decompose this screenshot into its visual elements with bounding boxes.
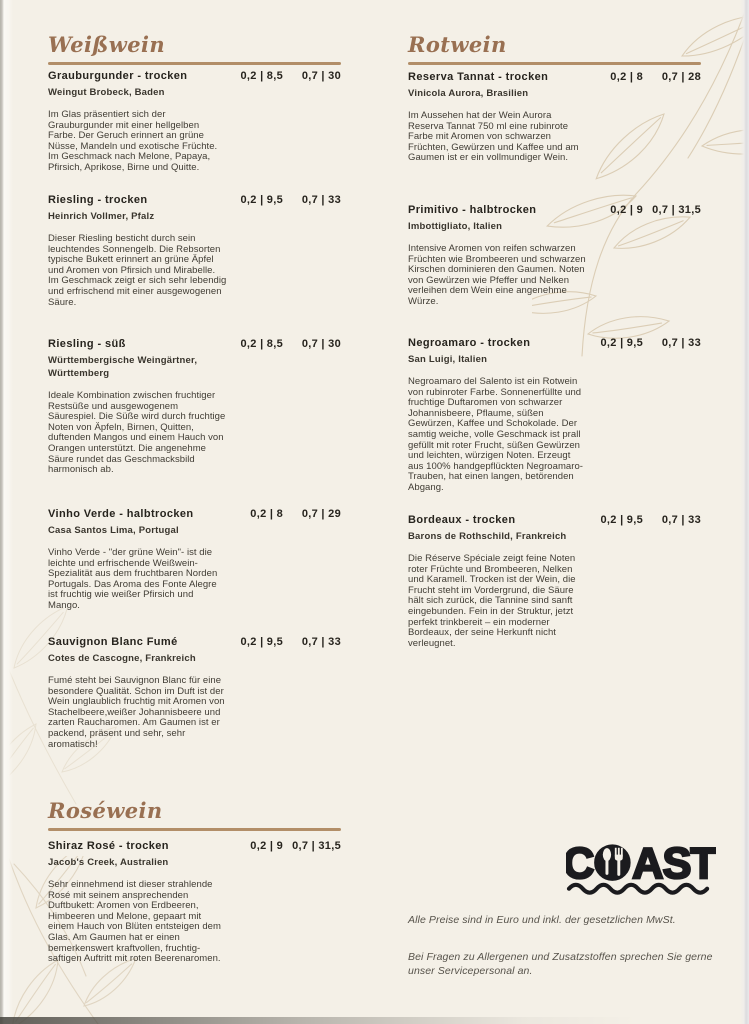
wine-producer: Cotes de Cascogne, Frankreich bbox=[48, 653, 196, 664]
prices-note: Alle Preise sind in Euro und inkl. der gesetzlichen MwSt. bbox=[408, 914, 676, 926]
wine-name: Bordeaux - trocken bbox=[408, 514, 516, 526]
section-divider bbox=[48, 828, 341, 831]
wine-price-small: 0,2 | 8 bbox=[610, 71, 643, 83]
wine-price-large: 0,7 | 33 bbox=[301, 636, 341, 648]
wine-description: Die Réserve Spéciale zeigt feine Noten roter Früchte und Brombeeren, Nelken und Karamell. Trocken ist der Wein, die Frucht steht im Vordergrund, die Säure hält sich zurück, die Tannine sind sanft eingebunden. Fein in der Struktur, jetzt perfekt trinkbereit – ein moderner Bordeaux, der seine Herkunft nicht verleugnet. bbox=[408, 553, 576, 649]
wine-description: Fumé steht bei Sauvignon Blanc für eine besondere Qualität. Schon im Duft ist der Wein unglaublich fruchtig mit Aromen von Stachelbeere,weißer Johannisbeere und zarten Raucharomen. Am Gaumen ist er packend, präsent und sehr, sehr aromatisch! bbox=[48, 675, 225, 750]
section-header-weisswein bbox=[48, 32, 341, 65]
wine-producer: Casa Santos Lima, Portugal bbox=[48, 525, 179, 536]
page-edge-bottom bbox=[0, 1017, 749, 1024]
allergen-note: Bei Fragen zu Allergenen und Zusatzstoffen sprechen Sie gerne unser Servicepersonal an. bbox=[408, 951, 713, 977]
wine-producer: Württembergische Weingärtner, Württemberg bbox=[48, 355, 198, 379]
wine-description: Negroamaro del Salento ist ein Rotwein von rubinroter Farbe. Sonnenerfüllte und fruchtige Duftaromen von schwarzer Johannisbeere, Pflaume, süßen Gewürzen, Kaffee und Schokolade. Der samtig weiche, volle Geschmack ist prall gefüllt mit roter Frucht, süßen Gewürzen und leichten, würzigen Noten. Erzeugt aus 100% handgepflückten Negroamaro-Trauben, hat einen langen, betörenden Abgang. bbox=[408, 376, 584, 493]
wine-price-small: 0,2 | 9 bbox=[610, 204, 643, 216]
wine-description: Vinho Verde - "der grüne Wein"- ist die leichte und erfrischende Weißwein-Spezialität aus dem fruchtbaren Norden Portugals. Das Aroma des Fonte Alegre ist fruchtig wie weißer Pfirsich und Mango. bbox=[48, 547, 218, 611]
wine-entry-riesling-suess bbox=[48, 338, 341, 476]
wine-producer: Weingut Brobeck, Baden bbox=[48, 87, 165, 98]
wine-entry-sauvignon-blanc bbox=[48, 636, 341, 750]
section-title: Roséwein bbox=[48, 798, 163, 823]
wine-producer: Vinicola Aurora, Brasilien bbox=[408, 88, 529, 99]
page-edge-right bbox=[740, 0, 749, 1024]
logo-letter-c: C bbox=[566, 839, 595, 888]
wine-name: Reserva Tannat - trocken bbox=[408, 71, 549, 83]
column-left bbox=[48, 0, 341, 1024]
wine-price-small: 0,2 | 9 bbox=[250, 840, 283, 852]
wine-price-large: 0,7 | 29 bbox=[301, 508, 341, 520]
wine-entry-negroamaro bbox=[408, 337, 701, 494]
wine-name: Negroamaro - trocken bbox=[408, 337, 531, 349]
wine-producer: Barons de Rothschild, Frankreich bbox=[408, 531, 567, 542]
wine-price-large: 0,7 | 31,5 bbox=[652, 204, 701, 216]
wine-entry-vinho-verde bbox=[48, 508, 341, 612]
page-edge-left bbox=[0, 0, 13, 1024]
wine-price-small: 0,2 | 9,5 bbox=[600, 337, 643, 349]
logo-o-circle bbox=[595, 845, 631, 881]
section-title: Rotwein bbox=[408, 32, 507, 57]
wine-name: Riesling - trocken bbox=[48, 194, 148, 206]
wine-entry-riesling-trocken bbox=[48, 194, 341, 308]
wine-price-small: 0,2 | 9,5 bbox=[240, 636, 283, 648]
wine-price-large: 0,7 | 28 bbox=[661, 71, 701, 83]
wine-price-small: 0,2 | 9,5 bbox=[240, 194, 283, 206]
wine-name: Primitivo - halbtrocken bbox=[408, 204, 537, 216]
wine-price-small: 0,2 | 8 bbox=[250, 508, 283, 520]
wine-producer: Jacob's Creek, Australien bbox=[48, 857, 169, 868]
wine-description: Ideale Kombination zwischen fruchtiger Restsüße und ausgewogenem Säurespiel. Die Süße wird durch fruchtige Noten von Äpfeln, Birnen, Quitten, duftenden Mangos und einem Hauch von Orangen unterstützt. Die angenehme Säure rundet das Geschmacksbild harmonisch ab. bbox=[48, 390, 226, 476]
wine-entry-primitivo bbox=[408, 204, 701, 308]
wine-price-small: 0,2 | 9,5 bbox=[600, 514, 643, 526]
wine-price-large: 0,7 | 33 bbox=[661, 514, 701, 526]
wine-description: Im Glas präsentiert sich der Grauburgunder mit einer hellgelben Farbe. Der Geruch erinnert an grüne Nüsse, Mandeln und exotische Früchte. Im Geschmack nach Melone, Papaya, Pfirsich, Aprikose, Birne und Quitte. bbox=[48, 109, 218, 173]
wine-price-large: 0,7 | 30 bbox=[301, 338, 341, 350]
wine-price-large: 0,7 | 30 bbox=[301, 70, 341, 82]
wine-description: Im Aussehen hat der Wein Aurora Reserva Tannat 750 ml eine rubinrote Farbe mit Aromen von schwarzen Früchten, Gewürzen und Kaffee und am Gaumen ist er ein vollmundiger Wein. bbox=[408, 110, 579, 164]
section-divider bbox=[48, 62, 341, 65]
coast-logo-graphic bbox=[566, 838, 716, 898]
wine-price-large: 0,7 | 33 bbox=[661, 337, 701, 349]
wine-entry-grauburgunder bbox=[48, 70, 341, 174]
wine-price-small: 0,2 | 8,5 bbox=[240, 338, 283, 350]
wine-producer: Imbottigliato, Italien bbox=[408, 221, 503, 232]
section-divider bbox=[408, 62, 701, 65]
wine-entry-bordeaux bbox=[408, 514, 701, 649]
wine-name: Riesling - süß bbox=[48, 338, 126, 350]
wine-name: Vinho Verde - halbtrocken bbox=[48, 508, 194, 520]
wine-name: Sauvignon Blanc Fumé bbox=[48, 636, 178, 648]
wine-entry-shiraz-rose bbox=[48, 840, 341, 965]
wine-price-large: 0,7 | 33 bbox=[301, 194, 341, 206]
wine-price-small: 0,2 | 8,5 bbox=[240, 70, 283, 82]
section-header-rosewein bbox=[48, 798, 341, 831]
wine-producer: Heinrich Vollmer, Pfalz bbox=[48, 211, 155, 222]
section-header-rotwein bbox=[408, 32, 701, 65]
wine-description: Sehr einnehmend ist dieser strahlende Rosé mit seinem ansprechenden Duftbukett: Aromen von Erdbeeren, Himbeeren und Melone, gepaart mit einem Hauch von Blüten entsteigen dem Glas. Am Gaumen hat er einen bemerkenswert kraftvollen, fruchtig-saftigen Auftritt mit roten Beerenaromen. bbox=[48, 879, 221, 965]
wine-entry-reserva-tannat bbox=[408, 71, 701, 164]
wine-name: Grauburgunder - trocken bbox=[48, 70, 188, 82]
wine-description: Intensive Aromen von reifen schwarzen Früchten wie Brombeeren und schwarzen Kirschen dominieren den Gaumen. Noten von Gewürzen wie Pfeffer und Nelken verleihen dem Wein eine angenehme Würze. bbox=[408, 243, 586, 307]
wine-producer: San Luigi, Italien bbox=[408, 354, 488, 365]
section-title: Weißwein bbox=[48, 32, 166, 57]
coast-logo bbox=[566, 838, 716, 903]
wine-name: Shiraz Rosé - trocken bbox=[48, 840, 169, 852]
wine-description: Dieser Riesling besticht durch sein leuchtendes Sonnengelb. Die Rebsorten typische Bukett erinnert an grüne Äpfel und Aromen von Pfirsich und Mirabelle. Im Geschmack zeigt er sich sehr lebendig und erfrischend mit einer ausgewogenen Säure. bbox=[48, 233, 227, 308]
logo-letters-ast: AST bbox=[632, 839, 716, 888]
wine-price-large: 0,7 | 31,5 bbox=[292, 840, 341, 852]
